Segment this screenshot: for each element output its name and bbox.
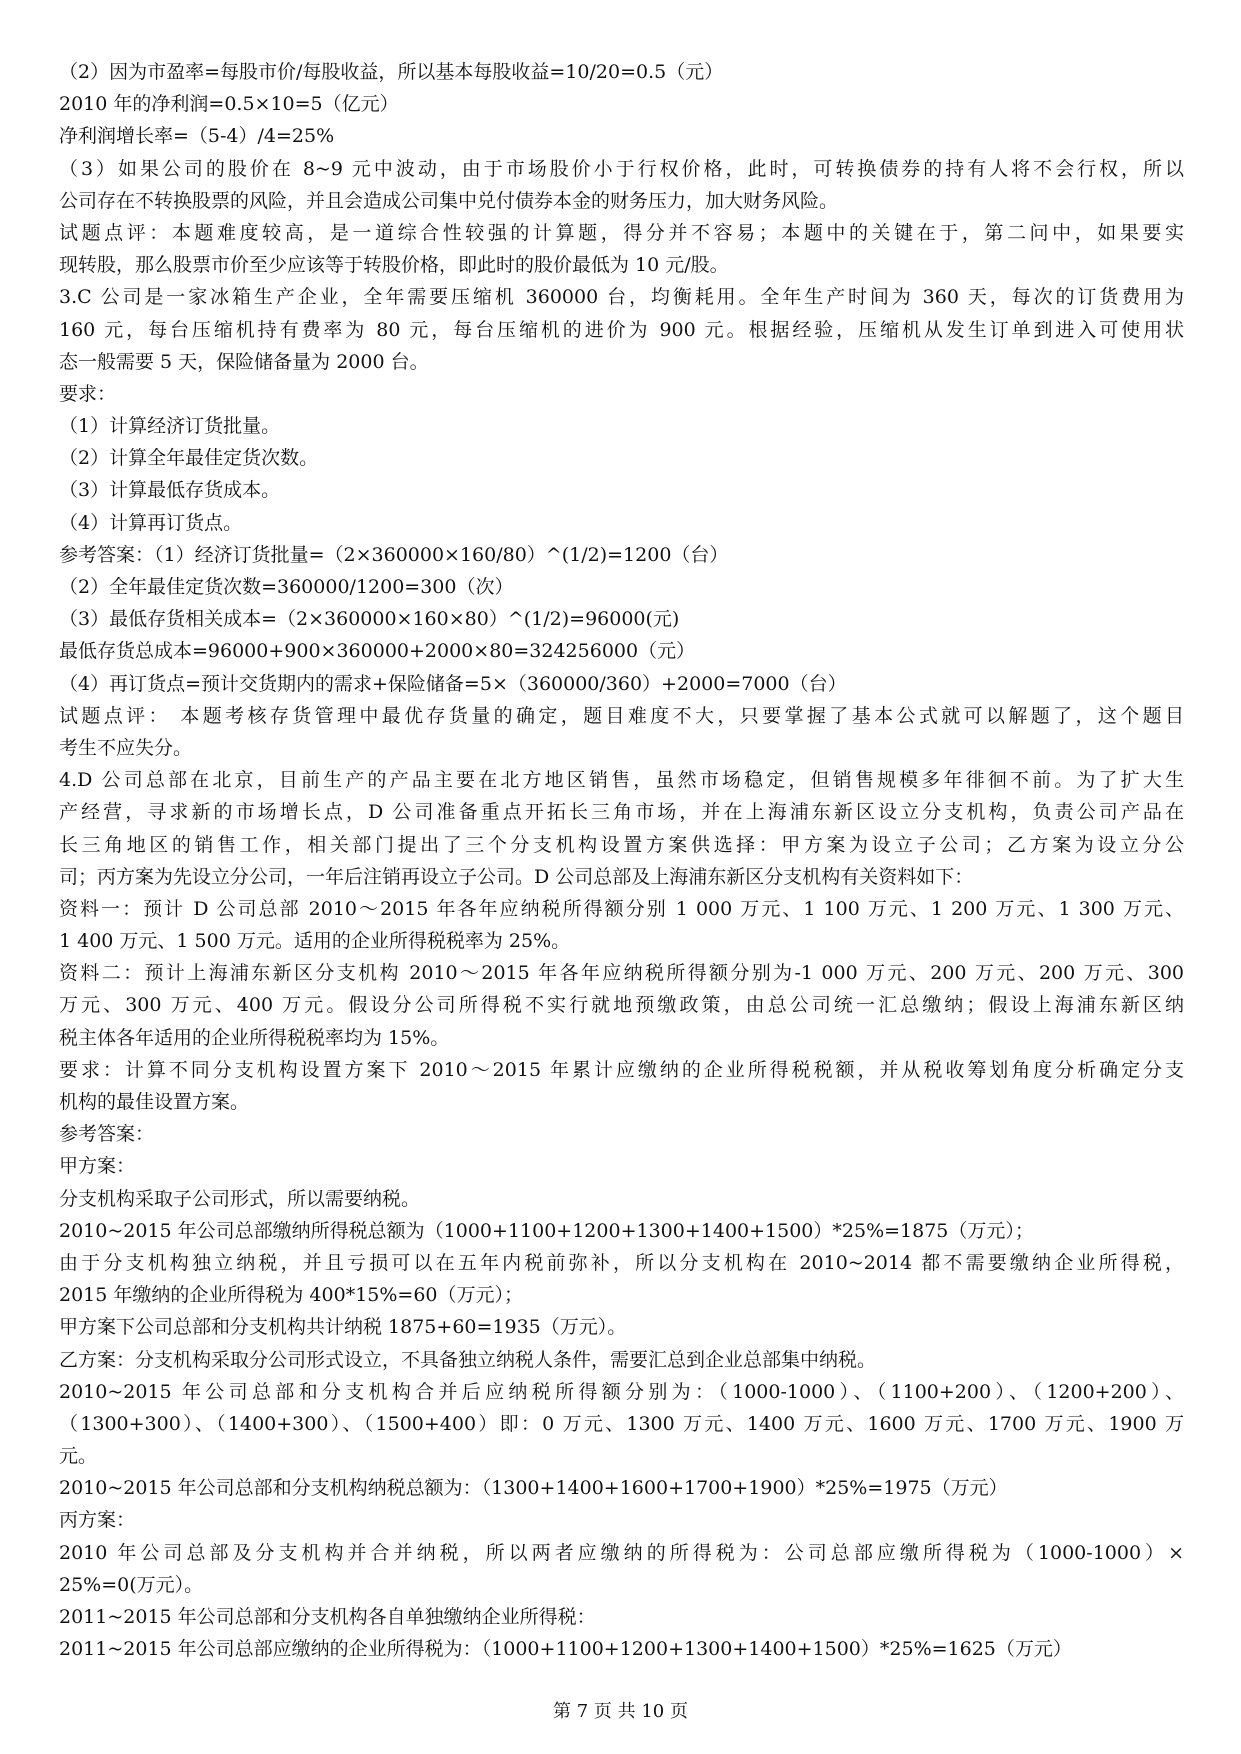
page-footer: [0, 1700, 1241, 1724]
text-line: 2010~2015 年公司总部和分支机构合并后应纳税所得额分别为：（1000-1000）、（1100+200）、（1200+200）、: [59, 1380, 1184, 1403]
text-line: （1300+300）、（1400+300）、（1500+400）即：0 万元、1300 万元、1400 万元、1600 万元、1700 万元、1900 万: [59, 1412, 1184, 1435]
text-line: （2）全年最佳定货次数=360000/1200=300（次）: [59, 576, 514, 598]
text-line: 2010~2015 年公司总部和分支机构纳税总额为：（1300+1400+1600+1700+1900）*25%=1975（万元）: [59, 1477, 1008, 1500]
text-line: 公司存在不转换股票的风险，并且会造成公司集中兑付债券本金的财务压力，加大财务风险。: [59, 189, 839, 212]
text-line: 要求：: [59, 382, 117, 405]
text-line: 2011~2015 年公司总部和分支机构各自单独缴纳企业所得税：: [59, 1606, 596, 1628]
text-line: 2011~2015 年公司总部应缴纳的企业所得税为：（1000+1100+1200+1300+1400+1500）*25%=1625（万元）: [59, 1638, 1072, 1661]
text-line: 产经营，寻求新的市场增长点，D 公司准备重点开拓长三角市场，并在上海浦东新区设立分支机构，负责公司产品在: [59, 801, 1184, 824]
text-line: 由于分支机构独立纳税，并且亏损可以在五年内税前弥补，所以分支机构在 2010~2014 都不需要缴纳企业所得税，: [59, 1251, 1184, 1274]
text-line: 3.C 公司是一家冰箱生产企业，全年需要压缩机 360000 台，均衡耗用。全年生产时间为 360 天，每次的订货费用为: [59, 286, 1184, 309]
text-line: 2010~2015 年公司总部缴纳所得税总额为（1000+1100+1200+1300+1400+1500）*25%=1875（万元）；: [59, 1219, 1034, 1242]
text-line: 长三角地区的销售工作，相关部门提出了三个分支机构设置方案供选择：甲方案为设立子公司；乙方案为设立分公: [59, 833, 1184, 856]
text-line: （2）因为市盈率=每股市价/每股收益，所以基本每股收益=10/20=0.5（元）: [59, 61, 724, 83]
text-line: 考生不应失分。: [59, 736, 193, 759]
text-line: 参考答案：: [59, 1123, 155, 1146]
text-line: 4.D 公司总部在北京，目前生产的产品主要在北方地区销售，虽然市场稳定，但销售规模多年徘徊不前。为了扩大生: [59, 769, 1184, 792]
text-line: 司；丙方案为先设立分公司，一年后注销再设立子公司。D 公司总部及上海浦东新区分支机构有关资料如下：: [59, 865, 974, 888]
text-line: （3）计算最低存货成本。: [59, 479, 281, 502]
text-line: 2015 年缴纳的企业所得税为 400*15%=60（万元）；: [59, 1284, 524, 1307]
text-line: （3）最低存货相关成本=（2×360000×160×80）^(1/2)=96000(元): [59, 608, 680, 631]
text-line: 要求：计算不同分支机构设置方案下 2010～2015 年累计应缴纳的企业所得税税额，并从税收筹划角度分析确定分支: [59, 1058, 1184, 1081]
text-line: 分支机构采取子公司形式，所以需要纳税。: [59, 1187, 421, 1210]
text-line: 净利润增长率=（5-4）/4=25%: [59, 125, 335, 148]
text-line: 试题点评： 本题考核存货管理中最优存货量的确定，题目难度不大，只要掌握了基本公式就可以解题了，这个题目: [59, 704, 1184, 727]
text-line: 态一般需要 5 天，保险储备量为 2000 台。: [59, 350, 429, 373]
text-line: （4）计算再订货点。: [59, 511, 243, 534]
page-number: 第 7 页 共 10 页: [553, 1701, 688, 1722]
text-line: （4）再订货点=预计交货期内的需求+保险储备=5×（360000/360）+2000=7000（台）: [59, 672, 847, 695]
text-line: （2）计算全年最佳定货次数。: [59, 447, 319, 470]
text-line: 参考答案：（1）经济订货批量=（2×360000×160/80）^(1/2)=1200（台）: [59, 543, 729, 566]
text-line: 现转股，那么股票市价至少应该等于转股价格，即此时的股价最低为 10 元/股。: [59, 254, 729, 277]
text-line: 机构的最佳设置方案。: [59, 1091, 250, 1113]
text-line: 试题点评：本题难度较高，是一道综合性较强的计算题，得分并不容易；本题中的关键在于，第二问中，如果要实: [59, 221, 1184, 244]
text-line: 25%=0(万元）。: [59, 1573, 204, 1596]
text-line: （1）计算经济订货批量。: [59, 415, 281, 438]
text-line: 资料一：预计 D 公司总部 2010～2015 年各年应纳税所得额分别 1 000 万元、1 100 万元、1 200 万元、1 300 万元、: [59, 897, 1184, 920]
text-line: 税主体各年适用的企业所得税税率均为 15%。: [59, 1026, 450, 1049]
text-line: 元。: [59, 1445, 98, 1468]
text-line: 万元、300 万元、400 万元。假设分公司所得税不实行就地预缴政策，由总公司统一汇总缴纳；假设上海浦东新区纳: [59, 994, 1184, 1017]
text-line: 2010 年的净利润=0.5×10=5（亿元）: [59, 93, 399, 116]
text-line: （3）如果公司的股价在 8~9 元中波动，由于市场股价小于行权价格，此时，可转换债券的持有人将不会行权，所以: [59, 157, 1184, 180]
document-body: [59, 56, 1184, 1665]
text-line: 甲方案下公司总部和分支机构共计纳税 1875+60=1935（万元）。: [59, 1316, 627, 1339]
text-line: 2010 年公司总部及分支机构并合并纳税，所以两者应缴纳的所得税为：公司总部应缴所得税为（1000-1000）×: [59, 1541, 1184, 1564]
text-line: 160 元，每台压缩机持有费率为 80 元，每台压缩机的进价为 900 元。根据经验，压缩机从发生订单到进入可使用状: [59, 318, 1184, 341]
text-line: 最低存货总成本=96000+900×360000+2000×80=324256000（元）: [59, 640, 696, 663]
text-line: 甲方案：: [59, 1155, 136, 1178]
text-line: 资料二：预计上海浦东新区分支机构 2010～2015 年各年应纳税所得额分别为-1 000 万元、200 万元、200 万元、300: [59, 962, 1184, 985]
text-line: 丙方案：: [59, 1509, 136, 1532]
text-line: 乙方案：分支机构采取分公司形式设立，不具备独立纳税人条件，需要汇总到企业总部集中纳税。: [59, 1348, 877, 1371]
text-line: 1 400 万元、1 500 万元。适用的企业所得税税率为 25%。: [59, 930, 571, 953]
